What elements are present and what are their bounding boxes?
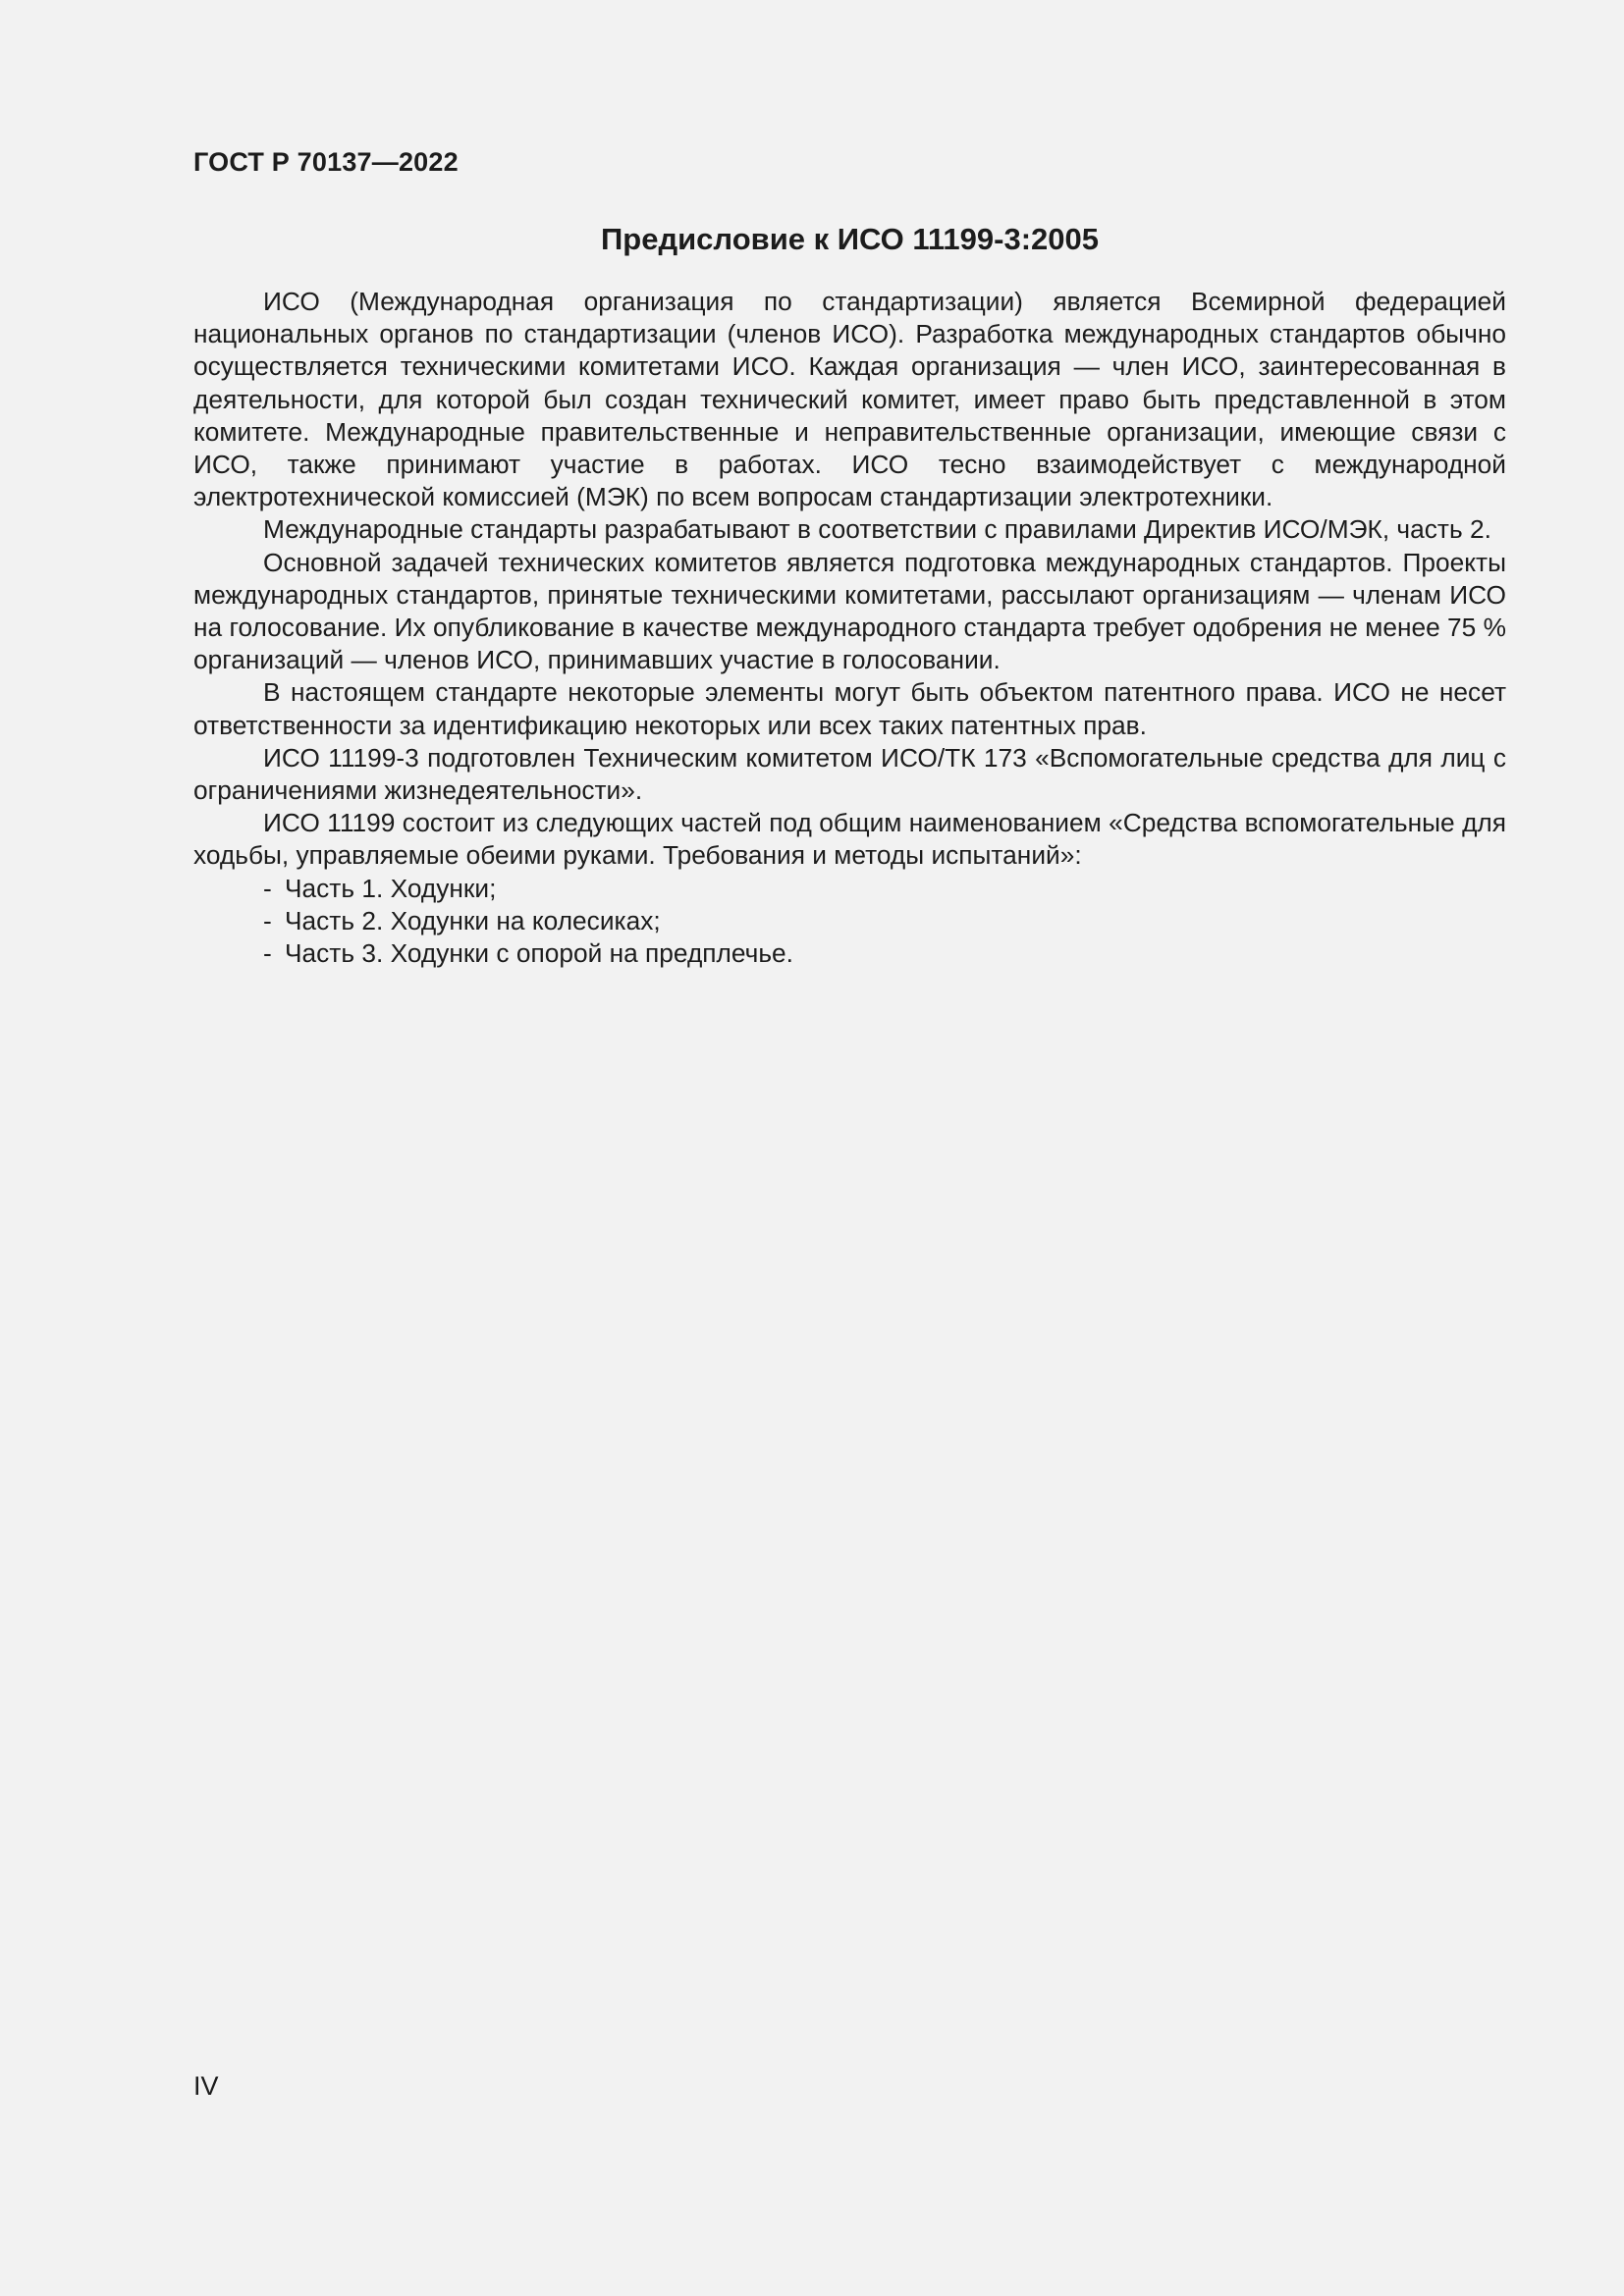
list-marker: - xyxy=(263,905,272,935)
section-title: Предисловие к ИСО 11199-3:2005 xyxy=(600,222,1099,256)
list-item-text: Часть 1. Ходунки; xyxy=(285,873,497,903)
paragraph: ИСО (Международная организация по стандартизации) является Всемирной федерацией национальных органов по стандартизации (членов ИСО). Разработка международных стандартов обычно осуществляется техническими комитетами ИСО. Каждая организация — член ИСО, заинтересованная в деятельности, для которой был создан технический комитет, имеет право быть представленной в этом комитете. Международные правительственные и неправительственные организации, имеющие связи с ИСО, также принимают участие в работах. ИСО тесно взаимодействует с международной электротехнической комиссией (МЭК) по всем вопросам стандартизации электротехники. xyxy=(193,287,1506,512)
document-body xyxy=(193,286,1506,970)
list-marker: - xyxy=(263,873,272,903)
list-marker: - xyxy=(263,938,272,969)
paragraph: ИСО 11199-3 подготовлен Техническим комитетом ИСО/ТК 173 «Вспомогательные средства для лиц с ограничениями жизнедеятельности». xyxy=(193,742,1506,806)
parts-list xyxy=(193,873,1506,971)
paragraph: В настоящем стандарте некоторые элементы могут быть объектом патентного права. ИСО не несет ответственности за идентификацию некоторых или всех таких патентных прав. xyxy=(193,677,1506,740)
document-header: ГОСТ Р 70137—2022 xyxy=(193,147,459,177)
paragraph: ИСО 11199 состоит из следующих частей под общим наименованием «Средства вспомогательные для ходьбы, управляемые обеими руками. Требования и методы испытаний»: xyxy=(193,808,1506,871)
list-item xyxy=(193,937,1506,970)
page-number: IV xyxy=(193,2071,219,2101)
list-item-text: Часть 2. Ходунки на колесиках; xyxy=(285,905,661,935)
paragraph: Международные стандарты разрабатывают в соответствии с правилами Директив ИСО/МЭК, часть 2. xyxy=(263,514,1491,545)
list-item-text: Часть 3. Ходунки с опорой на предплечье. xyxy=(285,938,793,969)
list-item xyxy=(193,873,1506,905)
paragraph: Основной задачей технических комитетов является подготовка международных стандартов. Проекты международных стандартов, принятые техническими комитетами, рассылают организациям — членам ИСО на голосование. Их опубликование в качестве международного стандарта требует одобрения не менее 75 % организаций — членов ИСО, принимавших участие в голосовании. xyxy=(193,547,1506,675)
list-item xyxy=(193,905,1506,937)
